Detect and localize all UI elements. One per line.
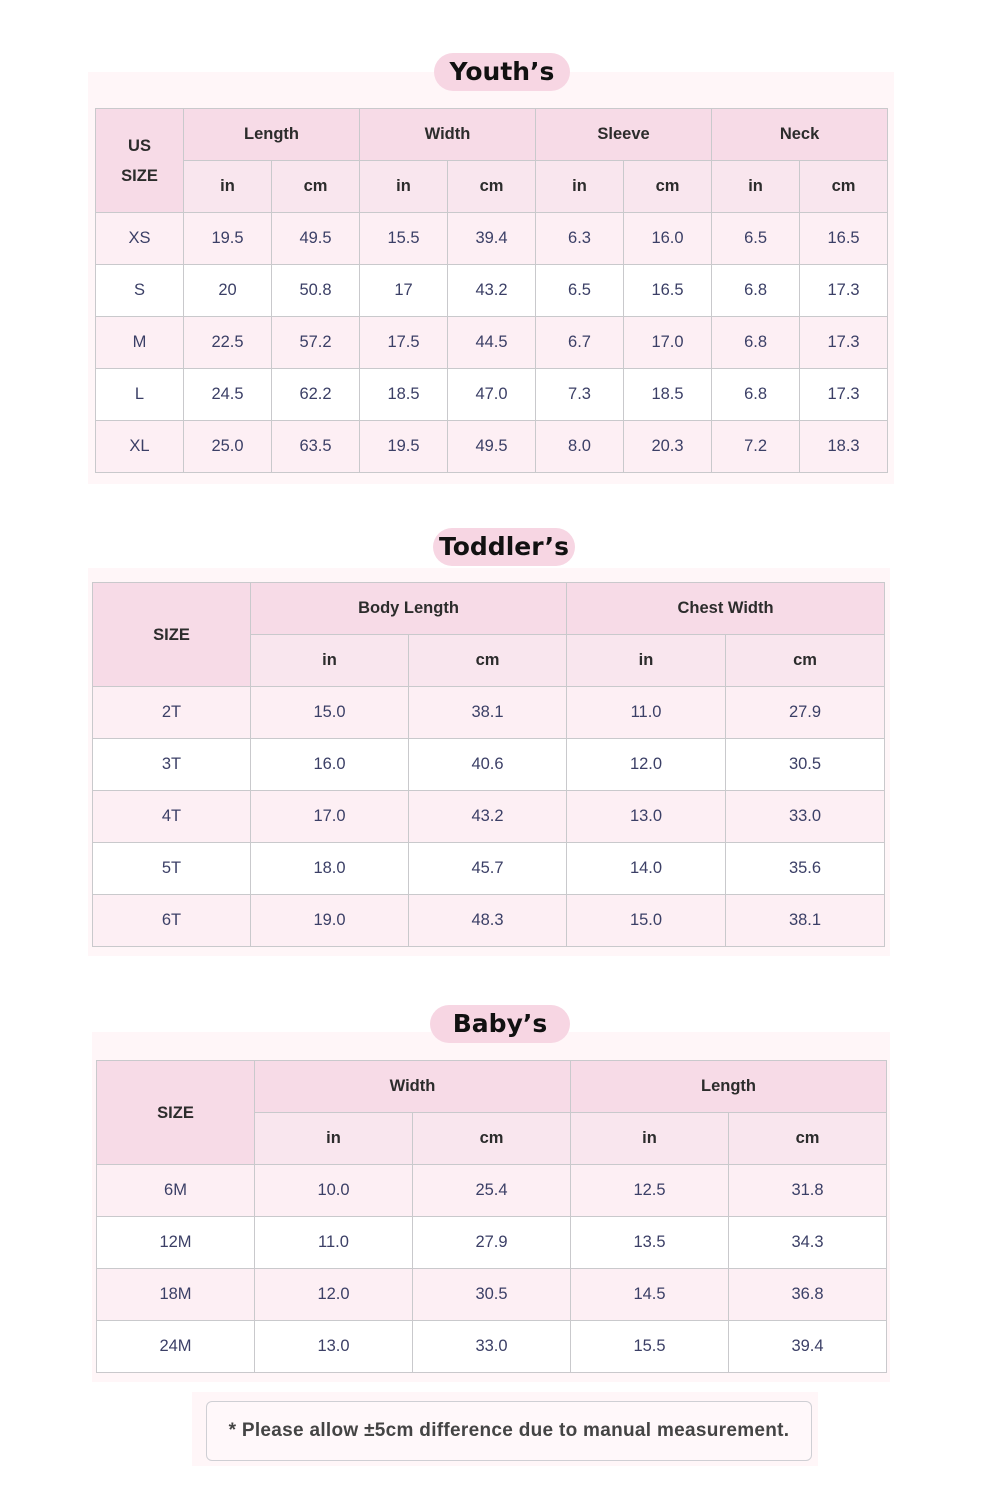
- table-cell: 4T: [93, 791, 251, 843]
- youth-unit-in: in: [536, 161, 624, 213]
- youth-unit-cm: cm: [448, 161, 536, 213]
- table-cell: 27.9: [726, 687, 885, 739]
- table-cell: 6.3: [536, 213, 624, 265]
- table-cell: 39.4: [448, 213, 536, 265]
- table-cell: 43.2: [409, 791, 567, 843]
- baby-unit-cm: cm: [729, 1113, 887, 1165]
- table-cell: 11.0: [567, 687, 726, 739]
- toddler-size-table: [92, 582, 885, 947]
- table-cell: 15.5: [360, 213, 448, 265]
- youth-unit-in: in: [184, 161, 272, 213]
- table-row: [96, 369, 888, 421]
- table-cell: 13.5: [571, 1217, 729, 1269]
- table-row: [97, 1321, 887, 1373]
- table-cell: 10.0: [255, 1165, 413, 1217]
- table-cell: 20.3: [624, 421, 712, 473]
- table-cell: 27.9: [413, 1217, 571, 1269]
- table-cell: 35.6: [726, 843, 885, 895]
- table-cell: XL: [96, 421, 184, 473]
- table-row: [93, 687, 885, 739]
- youth-unit-in: in: [360, 161, 448, 213]
- toddler-unit-cm: cm: [726, 635, 885, 687]
- table-cell: 18M: [97, 1269, 255, 1321]
- table-cell: 30.5: [726, 739, 885, 791]
- table-cell: 17.5: [360, 317, 448, 369]
- table-cell: 17.0: [251, 791, 409, 843]
- table-row: [93, 739, 885, 791]
- baby-title: Baby’s: [430, 1005, 570, 1043]
- table-cell: 16.5: [624, 265, 712, 317]
- youth-size-table: [95, 108, 888, 473]
- table-cell: 38.1: [409, 687, 567, 739]
- table-cell: 31.8: [729, 1165, 887, 1217]
- toddler-unit-in: in: [567, 635, 726, 687]
- table-cell: 12.0: [255, 1269, 413, 1321]
- baby-unit-in: in: [255, 1113, 413, 1165]
- table-cell: 39.4: [729, 1321, 887, 1373]
- table-cell: 2T: [93, 687, 251, 739]
- table-cell: 6.5: [712, 213, 800, 265]
- table-cell: 18.5: [360, 369, 448, 421]
- table-cell: 17.3: [800, 265, 888, 317]
- table-cell: 50.8: [272, 265, 360, 317]
- table-cell: 49.5: [272, 213, 360, 265]
- toddler-group-body-length: Body Length: [251, 583, 567, 635]
- table-cell: L: [96, 369, 184, 421]
- table-cell: 18.0: [251, 843, 409, 895]
- table-cell: 25.4: [413, 1165, 571, 1217]
- table-cell: 13.0: [255, 1321, 413, 1373]
- table-cell: 5T: [93, 843, 251, 895]
- table-cell: 6.8: [712, 317, 800, 369]
- youth-group-width: Width: [360, 109, 536, 161]
- table-cell: 13.0: [567, 791, 726, 843]
- table-row: [97, 1217, 887, 1269]
- table-cell: 14.0: [567, 843, 726, 895]
- baby-unit-in: in: [571, 1113, 729, 1165]
- table-cell: 62.2: [272, 369, 360, 421]
- youth-group-neck: Neck: [712, 109, 888, 161]
- table-cell: 15.0: [251, 687, 409, 739]
- table-cell: 17.3: [800, 317, 888, 369]
- table-cell: M: [96, 317, 184, 369]
- toddler-title: Toddler’s: [433, 528, 575, 566]
- table-row: [97, 1269, 887, 1321]
- table-row: [93, 895, 885, 947]
- baby-group-width: Width: [255, 1061, 571, 1113]
- table-cell: 16.5: [800, 213, 888, 265]
- table-cell: XS: [96, 213, 184, 265]
- youth-size-header: [96, 109, 184, 213]
- table-cell: 49.5: [448, 421, 536, 473]
- table-cell: 12.0: [567, 739, 726, 791]
- table-cell: 6M: [97, 1165, 255, 1217]
- table-cell: 33.0: [413, 1321, 571, 1373]
- youth-group-sleeve: Sleeve: [536, 109, 712, 161]
- table-cell: 16.0: [251, 739, 409, 791]
- table-cell: 18.3: [800, 421, 888, 473]
- toddler-group-chest-width: Chest Width: [567, 583, 885, 635]
- baby-size-header: SIZE: [97, 1061, 255, 1165]
- table-row: [93, 791, 885, 843]
- table-cell: 15.5: [571, 1321, 729, 1373]
- table-cell: 7.3: [536, 369, 624, 421]
- table-cell: 30.5: [413, 1269, 571, 1321]
- table-cell: 47.0: [448, 369, 536, 421]
- table-cell: 19.5: [184, 213, 272, 265]
- table-cell: 24M: [97, 1321, 255, 1373]
- table-cell: 25.0: [184, 421, 272, 473]
- table-cell: 36.8: [729, 1269, 887, 1321]
- table-cell: 18.5: [624, 369, 712, 421]
- youth-unit-cm: cm: [800, 161, 888, 213]
- table-row: [96, 213, 888, 265]
- table-cell: 6.5: [536, 265, 624, 317]
- baby-size-table: [96, 1060, 887, 1373]
- table-row: [97, 1165, 887, 1217]
- toddler-size-header: SIZE: [93, 583, 251, 687]
- table-cell: 19.5: [360, 421, 448, 473]
- youth-title: Youth’s: [434, 53, 570, 91]
- table-cell: 17.0: [624, 317, 712, 369]
- table-cell: 3T: [93, 739, 251, 791]
- youth-group-length: Length: [184, 109, 360, 161]
- table-cell: 63.5: [272, 421, 360, 473]
- table-cell: 11.0: [255, 1217, 413, 1269]
- table-cell: 6.8: [712, 369, 800, 421]
- table-cell: 20: [184, 265, 272, 317]
- table-cell: 24.5: [184, 369, 272, 421]
- table-cell: 12.5: [571, 1165, 729, 1217]
- table-cell: 22.5: [184, 317, 272, 369]
- youth-size-header-line2: SIZE: [121, 166, 158, 185]
- table-cell: 17.3: [800, 369, 888, 421]
- youth-unit-in: in: [712, 161, 800, 213]
- table-cell: 45.7: [409, 843, 567, 895]
- table-cell: 16.0: [624, 213, 712, 265]
- measurement-note: * Please allow ±5cm difference due to manual measurement.: [206, 1401, 812, 1461]
- table-cell: 33.0: [726, 791, 885, 843]
- table-cell: 15.0: [567, 895, 726, 947]
- table-cell: 7.2: [712, 421, 800, 473]
- baby-group-length: Length: [571, 1061, 887, 1113]
- table-cell: 6T: [93, 895, 251, 947]
- baby-unit-cm: cm: [413, 1113, 571, 1165]
- table-cell: 12M: [97, 1217, 255, 1269]
- table-cell: 34.3: [729, 1217, 887, 1269]
- table-row: [96, 421, 888, 473]
- table-cell: 48.3: [409, 895, 567, 947]
- table-cell: 57.2: [272, 317, 360, 369]
- table-cell: 38.1: [726, 895, 885, 947]
- table-cell: 40.6: [409, 739, 567, 791]
- youth-unit-cm: cm: [624, 161, 712, 213]
- youth-unit-cm: cm: [272, 161, 360, 213]
- table-row: [96, 317, 888, 369]
- table-cell: S: [96, 265, 184, 317]
- table-cell: 43.2: [448, 265, 536, 317]
- table-cell: 6.8: [712, 265, 800, 317]
- toddler-unit-cm: cm: [409, 635, 567, 687]
- table-row: [93, 843, 885, 895]
- table-cell: 8.0: [536, 421, 624, 473]
- table-cell: 6.7: [536, 317, 624, 369]
- table-cell: 44.5: [448, 317, 536, 369]
- table-cell: 19.0: [251, 895, 409, 947]
- youth-size-header-line1: US: [128, 136, 151, 155]
- table-cell: 17: [360, 265, 448, 317]
- toddler-unit-in: in: [251, 635, 409, 687]
- table-row: [96, 265, 888, 317]
- table-cell: 14.5: [571, 1269, 729, 1321]
